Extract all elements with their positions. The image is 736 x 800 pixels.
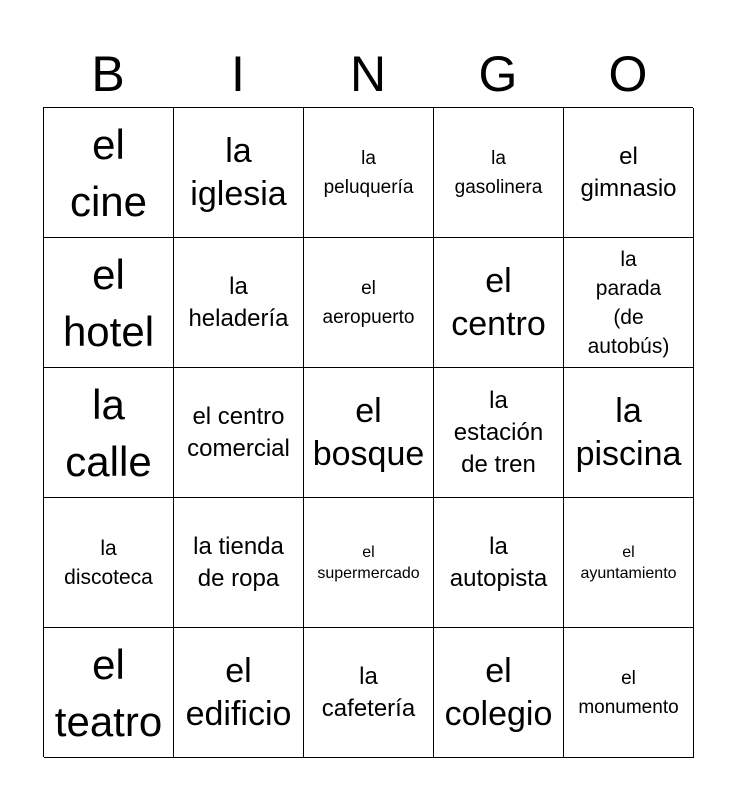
cell-label: el edificio [185,651,292,733]
bingo-cell[interactable] [174,498,304,628]
cell-label: el supermercado [317,543,420,582]
cell-label: la cafetería [321,662,416,722]
cell-label: el gimnasio [580,142,677,202]
cell-label: la autopista [449,532,548,592]
bingo-cell[interactable] [304,368,434,498]
cell-label: el teatro [54,640,163,745]
bingo-cell[interactable] [564,628,694,758]
bingo-cell[interactable] [434,108,564,238]
cell-label: la heladería [188,272,289,332]
cell-label: el bosque [312,391,425,473]
bingo-cell[interactable] [434,628,564,758]
cell-label: la calle [65,380,152,485]
bingo-cell[interactable] [174,108,304,238]
bingo-cell[interactable] [174,628,304,758]
cell-label: la gasolinera [454,147,543,198]
bingo-cell[interactable] [564,238,694,368]
bingo-cell[interactable] [434,368,564,498]
bingo-cell[interactable] [304,238,434,368]
bingo-cell[interactable] [44,108,174,238]
cell-label: el centro comercial [187,402,290,462]
bingo-cell[interactable] [44,498,174,628]
bingo-cell[interactable] [304,498,434,628]
bingo-cell[interactable] [564,368,694,498]
cell-label: la discoteca [64,536,153,589]
cell-label: la iglesia [190,131,287,213]
cell-label: el monumento [578,667,679,718]
cell-label: el colegio [444,651,553,733]
cell-label: el hotel [62,250,155,355]
cell-label: la tienda de ropa [193,532,284,592]
bingo-board [43,107,693,757]
bingo-cell[interactable] [44,368,174,498]
bingo-cell[interactable] [304,108,434,238]
header-letter-b: B [91,46,125,102]
cell-label: la piscina [575,391,682,473]
bingo-cell[interactable] [44,628,174,758]
bingo-header [43,42,693,106]
cell-label: el centro [451,261,546,343]
bingo-cell[interactable] [434,498,564,628]
header-letter-n: N [349,46,387,102]
cell-label: la parada (de autobús) [587,247,670,358]
bingo-cell[interactable] [174,368,304,498]
cell-label: el ayuntamiento [580,543,677,582]
header-letter-g: G [478,46,518,102]
bingo-cell[interactable] [434,238,564,368]
cell-label: la estación de tren [453,386,544,478]
bingo-cell[interactable] [564,498,694,628]
header-letter-o: O [608,46,648,102]
bingo-cell[interactable] [174,238,304,368]
cell-label: el cine [69,120,148,225]
cell-label: el aeropuerto [322,277,415,328]
cell-label: la peluquería [323,147,414,198]
bingo-cell[interactable] [564,108,694,238]
bingo-cell[interactable] [44,238,174,368]
header-letter-i: I [231,46,245,102]
bingo-cell[interactable] [304,628,434,758]
